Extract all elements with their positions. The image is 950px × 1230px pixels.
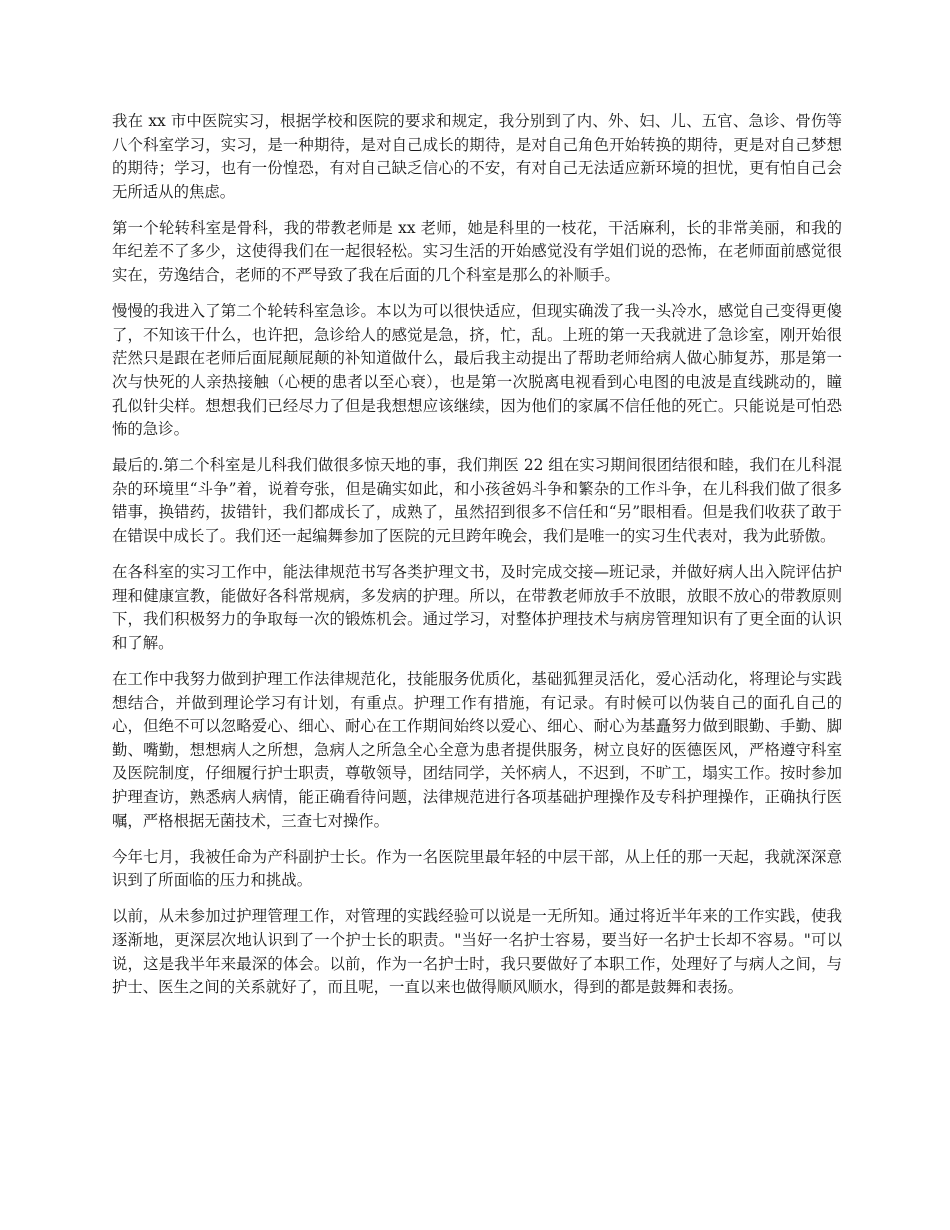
paragraph-6: 在工作中我努力做到护理工作法律规范化，技能服务优质化，基础狐狸灵活化，爱心活动化，将理论与实践想结合，并做到理论学习有计划，有重点。护理工作有措施，有记录。有时候可以伪装自己的面孔自己的心，但绝不可以忽略爱心、细心、耐心在工作期间始终以爱心、细心、耐心为基矗努力做到眼勤、手勤、脚勤、嘴勤，想想病人之所想，急病人之所急全心全意为患者提供服务，树立良好的医德医风，严格遵守科室及医院制度，仔细履行护士职责，尊敬领导，团结同学，关怀病人，不迟到，不旷工，塌实工作。按时参加护理查访，熟悉病人病情，能正确看待问题，法律规范进行各项基础护理操作及专科护理操作，正确执行医嘱，严格根据无菌技术，三查七对操作。 (112, 669, 842, 830)
document-body (112, 110, 842, 1012)
paragraph-3: 慢慢的我进入了第二个轮转科室急诊。本以为可以很快适应，但现实确泼了我一头冷水，感觉自己变得更傻了，不知该干什么，也许把，急诊给人的感觉是急，挤，忙，乱。上班的第一天我就进了急诊室，刚开始很茫然只是跟在老师后面屁颠屁颠的补知道做什么，最后我主动提出了帮助老师给病人做心肺复苏，那是第一次与快死的人亲热接触（心梗的患者以至心衰），也是第一次脱离电视看到心电图的电波是直线跳动的，瞳孔似针尖样。想想我们已经尽力了但是我想想应该继续，因为他们的家属不信任他的死亡。只能说是可怕恐怖的急诊。 (112, 302, 842, 439)
paragraph-8: 以前，从未参加过护理管理工作，对管理的实践经验可以说是一无所知。通过将近半年来的工作实践，使我逐渐地，更深层次地认识到了一个护士长的职责。"当好一名护士容易，要当好一名护士长却不容易。"可以说，这是我半年来最深的体会。以前，作为一名护士时，我只要做好了本职工作，处理好了与病人之间，与护士、医生之间的关系就好了，而且呢，一直以来也做得顺风顺水，得到的都是鼓舞和表扬。 (112, 907, 842, 997)
paragraph-1: 我在 xx 市中医院实习，根据学校和医院的要求和规定，我分别到了内、外、妇、儿、五官、急诊、骨伤等八个科室学习，实习，是一种期待，是对自己成长的期待，是对自己角色开始转换的期待，更是对自己梦想的期待；学习，也有一份惶恐，有对自己缺乏信心的不安，有对自己无法适应新环境的担忧，更有怕自己会无所适从的焦虑。 (112, 112, 842, 201)
paragraph-4: 最后的.第二个科室是儿科我们做很多惊天地的事，我们荆医 22 组在实习期间很团结很和睦，我们在儿科混杂的环境里“斗争”着，说着夸张，但是确实如此，和小孩爸妈斗争和繁杂的工作斗争，在儿科我们做了很多错事，换错药，拔错针，我们都成长了，成熟了，虽然招到很多不信任和“另”眼相看。但是我们收获了敢于在错误中成长了。我们还一起编舞参加了医院的元旦跨年晚会，我们是唯一的实习生代表对，我为此骄傲。 (112, 456, 842, 545)
paragraph-2: 第一个轮转科室是骨科，我的带教老师是 xx 老师，她是科里的一枝花，干活麻利，长的非常美丽，和我的年纪差不了多少，这使得我们在一起很轻松。实习生活的开始感觉没有学姐们说的恐怖，在老师面前感觉很实在，劳逸结合，老师的不严导致了我在后面的几个科室是那么的补顺手。 (112, 218, 842, 285)
paragraph-5: 在各科室的实习工作中，能法律规范书写各类护理文书，及时完成交接—班记录，并做好病人出入院评估护理和健康宣教，能做好各科常规病，多发病的护理。所以，在带教老师放手不放眼，放眼不放心的带教原则下，我们积极努力的争取每一次的锻炼机会。通过学习，对整体护理技术与病房管理知识有了更全面的认识和了解。 (112, 563, 842, 652)
paragraph-7: 今年七月，我被任命为产科副护士长。作为一名医院里最年轻的中层干部，从上任的那一天起，我就深深意识到了所面临的压力和挑战。 (112, 847, 842, 890)
